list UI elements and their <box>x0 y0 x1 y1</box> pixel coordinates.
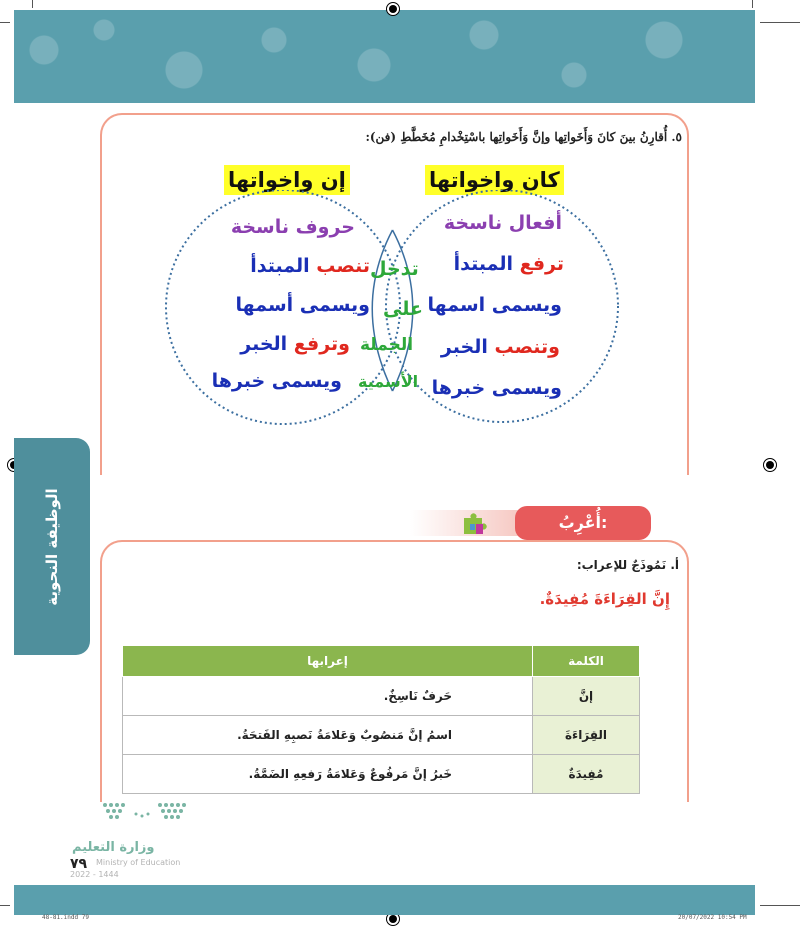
column-header-irab: إعرابها <box>123 646 533 677</box>
table-header-row <box>123 646 640 677</box>
venn-right-line-1: أفعال ناسخة <box>443 212 562 234</box>
registration-mark-icon <box>386 2 400 16</box>
puzzle-icon <box>460 510 490 536</box>
side-tab-label: الوظيفة النحوية <box>43 487 61 606</box>
table-row <box>123 716 640 755</box>
registration-mark-icon <box>763 458 777 472</box>
header-band <box>14 10 755 103</box>
venn-middle-line-3: الجملة <box>360 335 414 355</box>
footer-timestamp: 20/07/2022 10:54 PM <box>678 914 747 921</box>
venn-right-line-3: ويسمى اسمها <box>427 294 562 316</box>
page-number: ٧٩ <box>70 856 88 872</box>
footer-file: 48-81.indd 79 <box>42 914 89 921</box>
venn-middle-line-4: الأسمية <box>358 372 419 391</box>
table-cell-word: مُفِيدَةٌ <box>533 755 640 794</box>
venn-right-line-4: وتنصب الخبر <box>440 336 560 358</box>
venn-left-line-2: تنصب المبتدأ <box>250 255 370 277</box>
ministry-year: 2022 - 1444 <box>70 870 119 879</box>
example-sentence: إِنَّ القِرَاءَةَ مُفِيدَةٌ. <box>539 590 670 608</box>
table-cell-desc: حَرفٌ نَاسِخٌ. <box>123 677 533 716</box>
venn-left-line-1: حروف ناسخة <box>230 216 355 238</box>
ministry-name-ar: وزارة التعليم <box>72 840 155 855</box>
venn-right-line-2: ترفع المبتدأ <box>453 253 564 275</box>
crop-mark <box>760 905 800 906</box>
crop-mark <box>752 0 753 8</box>
crop-mark <box>0 22 10 23</box>
ministry-logo-icon <box>100 800 190 828</box>
ministry-name-en: Ministry of Education <box>96 858 181 867</box>
venn-left-title: إن واخواتها <box>224 165 350 195</box>
table-cell-desc: اسمُ إنَّ مَنصُوبٌ وَعَلامَةُ نَصبِهِ الفَتحَةُ. <box>123 716 533 755</box>
side-tab <box>14 438 90 655</box>
crop-mark <box>760 22 800 23</box>
question-number: ٥. <box>671 130 682 144</box>
irab-heading: أُعْرِبُ: <box>515 506 651 540</box>
table-cell-word: القِرَاءَةَ <box>533 716 640 755</box>
venn-middle-line-2: على <box>383 298 423 320</box>
venn-left-line-5: ويسمى خبرها <box>211 370 342 392</box>
table-row <box>123 677 640 716</box>
venn-left-line-3: ويسمى أسمها <box>235 294 370 316</box>
venn-middle-line-1: تدخل <box>370 258 419 280</box>
venn-left-line-4: وترفع الخبر <box>240 333 350 355</box>
irab-table <box>122 645 640 794</box>
table-cell-desc: خَبرُ إنَّ مَرفُوعٌ وَعَلامَةُ رَفعِهِ الضَمَّةُ. <box>123 755 533 794</box>
example-label: أ. نَمُوذَجٌ للإعراب: <box>576 558 679 572</box>
footer-band <box>14 885 755 915</box>
crop-mark <box>0 905 10 906</box>
table-row <box>123 755 640 794</box>
column-header-word: الكلمة <box>533 646 640 677</box>
question-5 <box>365 130 682 144</box>
crop-mark <box>32 0 33 8</box>
question-text: أُقارِنُ بينَ كانَ وَأَخَواتِها وإنَّ وَأَخَواتِها باسْتِخْدامِ مُخَطَّطِ (فن): <box>365 130 668 144</box>
venn-right-title: كان واخواتها <box>425 165 564 195</box>
table-cell-word: إنَّ <box>533 677 640 716</box>
venn-right-line-5: ويسمى خبرها <box>431 377 562 399</box>
